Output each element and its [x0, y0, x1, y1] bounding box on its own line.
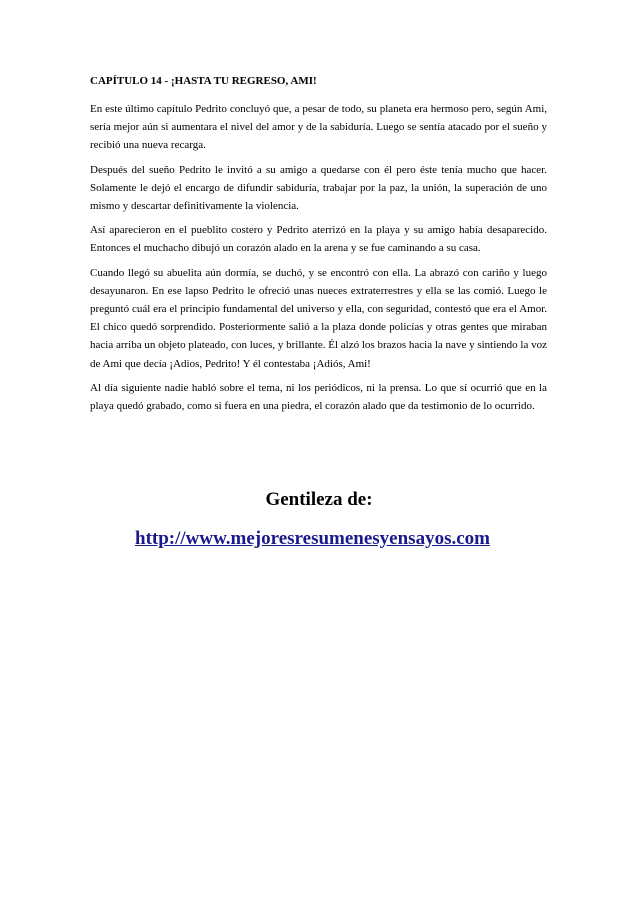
credits-section [0, 488, 638, 551]
document-body [90, 74, 547, 421]
credits-heading: Gentileza de: [265, 489, 373, 510]
paragraph: Cuando llegó su abuelita aún dormía, se duchó, y se encontró con ella. La abrazó con cariño y luego desayunaron. En ese lapso Pedrito le ofreció unas nueces extraterrestres y ella se las comió. Luego le preguntó cuál era el principio fundamental del universo y ella, con seguridad, contestó que era el Amor. El chico quedó sorprendido. Posteriormente salió a la plaza donde policías y otras gentes que miraban hacia arriba un objeto plateado, con luces, y brillante. Él alzó los brazos hacia la nave y sintiendo la voz de Ami que decía ¡Adios, Pedrito! Y él contestaba ¡Adiós, Ami! [90, 266, 547, 370]
paragraph: Después del sueño Pedrito le invitó a su amigo a quedarse con él pero éste tenía mucho que hacer. Solamente le dejó el encargo de difundir sabiduría, trabajar por la paz, la unión, la superación de uno mismo y descartar definitivamente la violencia. [90, 163, 547, 213]
chapter-title: CAPÍTULO 14 - ¡HASTA TU REGRESO, AMI! [90, 75, 317, 87]
credits-link[interactable]: http://www.mejoresresumenesyensayos.com [135, 528, 490, 549]
paragraph: Al día siguiente nadie habló sobre el tema, ni los periódicos, ni la prensa. Lo que sí ocurrió que en la playa quedó grabado, como si fuera en una piedra, el corazón alado que da testimonio de lo ocurrido. [90, 381, 547, 413]
paragraph: Así aparecieron en el pueblito costero y Pedrito aterrizó en la playa y su amigo había desaparecido. Entonces el muchacho dibujó un corazón alado en la arena y se fue caminando a su casa. [90, 224, 547, 255]
paragraph: En este último capítulo Pedrito concluyó que, a pesar de todo, su planeta era hermoso pero, según Ami, sería mejor aún si aumentara el nivel del amor y de la sabiduría. Luego se sentía atacado por el sueño y recibió una nueva recarga. [90, 103, 547, 152]
